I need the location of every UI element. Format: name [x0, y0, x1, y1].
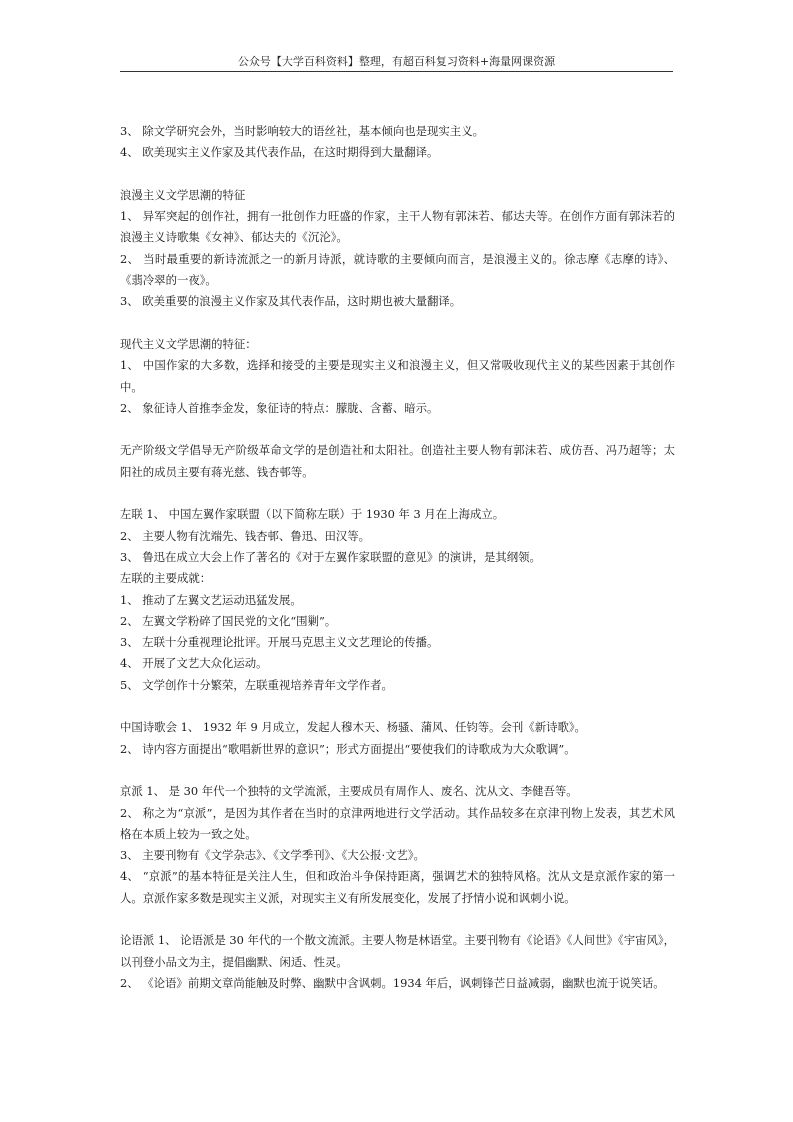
- paragraph: 中国诗歌会 1、 1932 年 9 月成立，发起人穆木天、杨骚、蒲风、任钧等。会刊《新诗歌》。: [120, 720, 586, 735]
- paragraph: 4、 “京派”的基本特征是关注人生，但和政治斗争保持距离，强调艺术的独特风格。沈从文是京派作家的第一人。京派作家多数是现实主义派，对现实主义有所发展变化，发展了抒情小说和讽刺小说。: [120, 869, 675, 905]
- paragraph: 5、 文学创作十分繁荣，左联重视培养青年文学作者。: [120, 677, 393, 692]
- paragraph: 3、 主要刊物有《文学杂志》、《文学季刊》、《大公报·文艺》。: [120, 848, 425, 863]
- page-header: 公众号【大学百科资料】整理，有超百科复习资料+海量网课资源: [237, 55, 556, 68]
- paragraph: 2、 《论语》前期文章尚能触及时弊、幽默中含讽刺。1934 年后，讽刺锋芒日益减弱，幽默也流于说笑话。: [120, 975, 665, 990]
- section-heading: 左联的主要成就：: [120, 571, 212, 586]
- paragraph: 3、 欧美重要的浪漫主义作家及其代表作品，这时期也被大量翻译。: [120, 294, 462, 309]
- paragraph: 1、 推动了左翼文艺运动迅猛发展。: [120, 592, 302, 607]
- blank-line: [120, 696, 675, 717]
- header-rule: [120, 71, 673, 72]
- paragraph: 3、 左联十分重视理论批评。开展马克思主义文艺理论的传播。: [120, 635, 439, 650]
- blank-line: [120, 419, 675, 440]
- paragraph: 京派 1、 是 30 年代一个独特的文学流派，主要成员有周作人、废名、沈从文、李健吾等。: [120, 784, 578, 799]
- document-body: [120, 121, 675, 994]
- paragraph: 1、 异军突起的创作社，拥有一批创作力旺盛的作家，主干人物有郭沫若、郁达夫等。在创作方面有郭沫若的浪漫主义诗歌集《女神》、郁达夫的《沉沦》。: [120, 209, 675, 245]
- paragraph: 无产阶级文学倡导无产阶级革命文学的是创造社和太阳社。创造社主要人物有郭沫若、成仿吾、冯乃超等；太阳社的成员主要有蒋光慈、钱杏邨等。: [120, 443, 675, 479]
- paragraph: 左联 1、 中国左翼作家联盟（以下简称左联）于 1930 年 3 月在上海成立。: [120, 507, 505, 522]
- blank-line: [120, 483, 675, 504]
- paragraph: 3、 鲁迅在成立大会上作了著名的《对于左翼作家联盟的意见》的演讲，是其纲领。: [120, 549, 541, 564]
- paragraph: 1、 中国作家的大多数，选择和接受的主要是现实主义和浪漫主义，但又常吸收现代主义的某些因素于其创作中。: [120, 358, 675, 394]
- paragraph: 2、 象征诗人首推李金发，象征诗的特点：朦胧、含蓄、暗示。: [120, 400, 439, 415]
- paragraph: 2、 称之为“京派”，是因为其作者在当时的京津两地进行文学活动。其作品较多在京津刊物上发表，其艺术风格在本质上较为一致之处。: [120, 805, 675, 841]
- section-heading: 浪漫主义文学思潮的特征: [120, 187, 246, 202]
- paragraph: 3、 除文学研究会外，当时影响较大的语丝社，基本倾向也是现实主义。: [120, 124, 484, 138]
- paragraph: 2、 当时最重要的新诗流派之一的新月诗派，就诗歌的主要倾向而言，是浪漫主义的。徐志摩《志摩的诗》、《翡冷翠的一夜》。: [120, 251, 675, 288]
- section-heading: 现代主义文学思潮的特征：: [120, 336, 257, 351]
- paragraph: 2、 诗内容方面提出“歌唱新世界的意识”；形式方面提出“要使我们的诗歌成为大众歌调”。: [120, 741, 576, 756]
- paragraph: 4、 欧美现实主义作家及其代表作品，在这时期得到大量翻译。: [120, 145, 439, 160]
- paragraph: 2、 左翼文学粉碎了国民党的文化“围剿”。: [120, 613, 337, 628]
- paragraph: 4、 开展了文艺大众化运动。: [120, 656, 268, 671]
- blank-line: [120, 313, 675, 334]
- blank-line: [120, 909, 675, 930]
- paragraph: 论语派 1、 论语派是 30 年代的一个散文流派。主要人物是林语堂。主要刊物有《论语》《人间世》《宇宙风》，以刊登小品文为主，提倡幽默、闲适、性灵。: [120, 933, 675, 969]
- paragraph: 2、 主要人物有沈端先、钱杏邨、鲁迅、田汉等。: [120, 528, 371, 543]
- blank-line: [120, 760, 675, 781]
- blank-line: [120, 164, 675, 185]
